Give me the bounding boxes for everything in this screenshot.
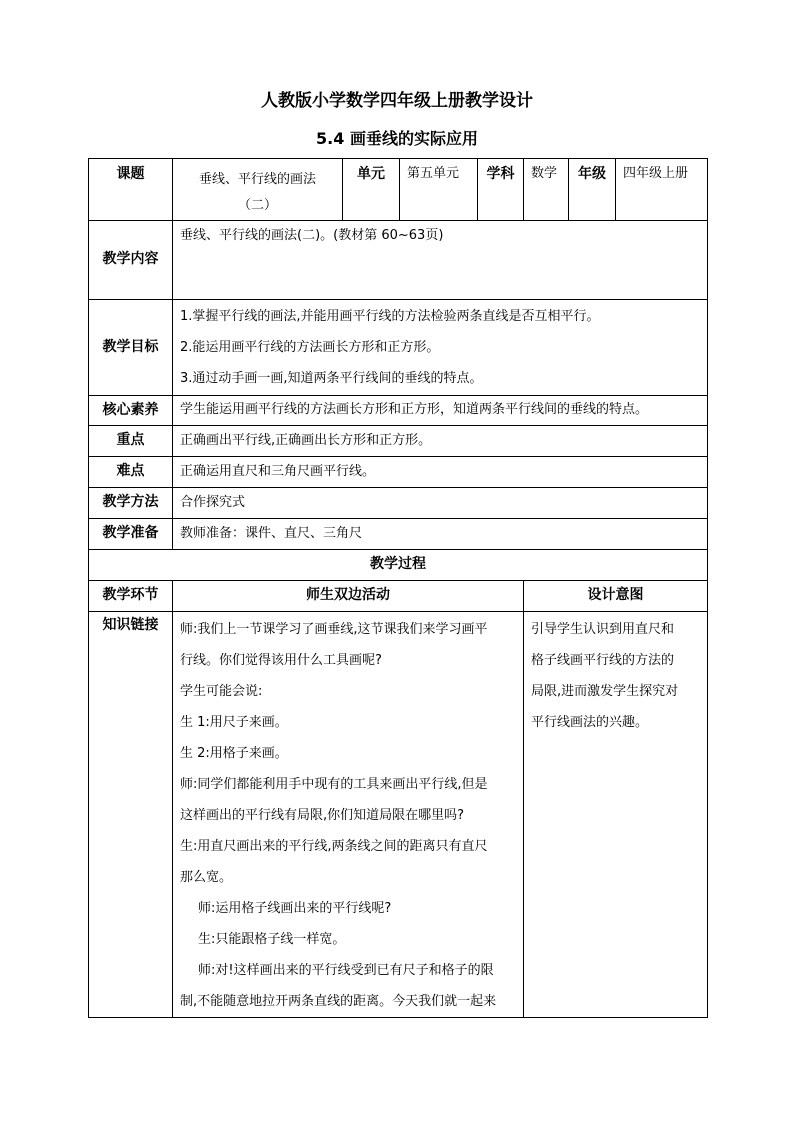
goal-item: 3.通过动手画一画,知道两条平行线间的垂线的特点。 [180, 371, 483, 386]
unit-label: 单元 [343, 159, 400, 221]
goal-item: 2.能运用画平行线的方法画长方形和正方形。 [180, 340, 440, 355]
process-content-row [89, 612, 708, 1018]
activity-line: 这样画出的平行线有局限,你们知道局限在哪里吗? [180, 808, 465, 823]
literacy-row [89, 396, 708, 426]
method-row [89, 488, 708, 519]
document-subtitle: 5.4 画垂线的实际应用 [316, 129, 478, 148]
intent-line: 格子线画平行线的方法的 [531, 653, 675, 668]
stage-name: 知识链接 [89, 612, 173, 1018]
process-header-row [89, 581, 708, 612]
key-points-row [89, 426, 708, 457]
literacy-text: 学生能运用画平行线的方法画长方形和正方形，知道两条平行线间的垂线的特点。 [173, 396, 708, 426]
difficulties-row [89, 457, 708, 488]
activity-line: 学生可能会说: [180, 684, 263, 699]
activity-line: 师:我们上一节课学习了画垂线,这节课我们来学习画平 [180, 622, 488, 637]
preparation-row [89, 519, 708, 550]
intent-text [524, 612, 708, 1018]
content-label: 教学内容 [89, 221, 173, 300]
content-text: 垂线、平行线的画法(二)。(教材第 60~63页) [173, 221, 708, 300]
activity-line: 生:用直尺画出来的平行线,两条线之间的距离只有直尺 [180, 839, 488, 854]
topic-label: 课题 [89, 159, 173, 221]
method-text: 合作探究式 [173, 488, 708, 519]
intent-line: 引导学生认识到用直尺和 [531, 622, 675, 637]
grade-label: 年级 [569, 159, 616, 221]
preparation-text: 教师准备：课件、直尺、三角尺 [173, 519, 708, 550]
document-title: 人教版小学数学四年级上册教学设计 [261, 91, 533, 111]
key-points-text: 正确画出平行线,正确画出长方形和正方形。 [173, 426, 708, 457]
col-intent-header: 设计意图 [524, 581, 708, 612]
topic-line-1: 垂线、平行线的画法 [198, 172, 316, 187]
header-row [89, 159, 708, 221]
intent-line: 平行线画法的兴趣。 [531, 715, 649, 730]
content-row [89, 221, 708, 300]
activity-line: 师:运用格子线画出来的平行线呢? [198, 901, 392, 916]
topic-value [173, 159, 343, 221]
activity-line: 生 2:用格子来画。 [180, 746, 288, 761]
process-title-row [89, 550, 708, 581]
activity-line: 生:只能跟格子线一样宽。 [198, 932, 346, 947]
preparation-label: 教学准备 [89, 519, 173, 550]
activity-line: 行线。你们觉得该用什么工具画呢? [180, 653, 382, 668]
goals-label: 教学目标 [89, 300, 173, 396]
goals-list [173, 300, 708, 396]
lesson-plan-table [88, 158, 708, 1018]
activity-line: 师:同学们都能利用手中现有的工具来画出平行线,但是 [180, 777, 488, 792]
activity-line: 生 1:用尺子来画。 [180, 715, 288, 730]
difficulties-label: 难点 [89, 457, 173, 488]
col-stage-header: 教学环节 [89, 581, 173, 612]
activity-line: 师:对!这样画出来的平行线受到已有尺子和格子的限 [198, 963, 494, 978]
goal-item: 1.掌握平行线的画法,并能用画平行线的方法检验两条直线是否互相平行。 [180, 309, 600, 324]
process-section-title: 教学过程 [89, 550, 708, 581]
activity-line: 那么宽。 [180, 870, 233, 885]
method-label: 教学方法 [89, 488, 173, 519]
activity-text [173, 612, 524, 1018]
col-activity-header: 师生双边活动 [173, 581, 524, 612]
difficulties-text: 正确运用直尺和三角尺画平行线。 [173, 457, 708, 488]
key-points-label: 重点 [89, 426, 173, 457]
subject-label: 学科 [478, 159, 524, 221]
grade-value: 四年级上册 [616, 159, 708, 221]
topic-line-2: （二） [237, 198, 277, 213]
activity-line: 制,不能随意地拉开两条直线的距离。今天我们就一起来 [180, 994, 497, 1009]
intent-line: 局限,进而激发学生探究对 [531, 684, 679, 699]
literacy-label: 核心素养 [89, 396, 173, 426]
subject-value: 数学 [524, 159, 569, 221]
goals-row [89, 300, 708, 396]
unit-value: 第五单元 [400, 159, 478, 221]
